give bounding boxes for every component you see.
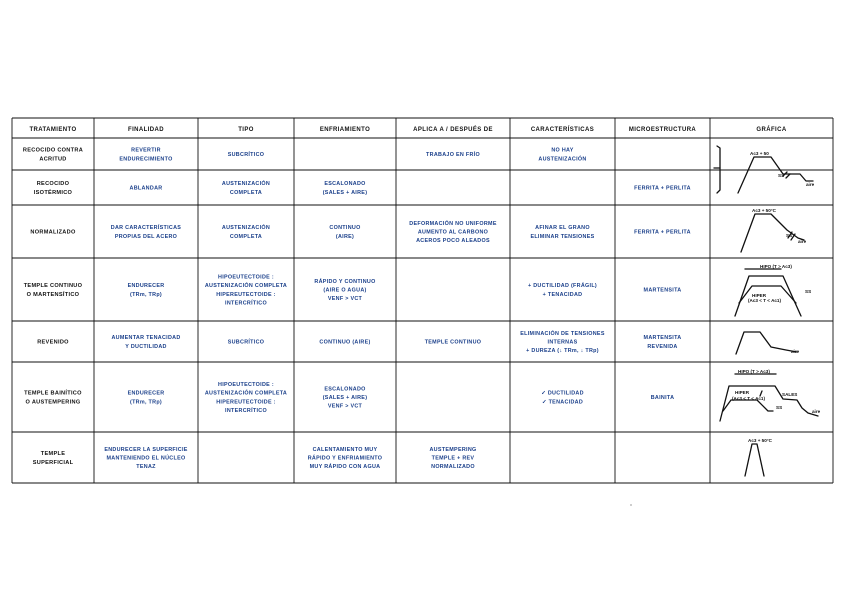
cell-aplica: DEFORMACIÓN NO UNIFORME <box>409 220 497 227</box>
cell-tipo: INTERCRÍTICO <box>225 300 267 307</box>
cell-caracteristicas: AFINAR EL GRANO <box>535 225 590 232</box>
cell-microestructura: FERRITA + PERLITA <box>634 185 691 192</box>
cell-tipo: SUBCRÍTICO <box>227 152 265 158</box>
cell-caracteristicas: INTERNAS <box>547 339 578 346</box>
table-grid <box>12 118 833 483</box>
graph-label: SS <box>805 289 812 294</box>
cell-aplica: TEMPLE CONTINUO <box>424 339 482 346</box>
cell-tratamiento: O MARTENSÍTICO <box>26 291 80 298</box>
cell-caracteristicas: ELIMINAR TENSIONES <box>530 233 595 240</box>
cell-caracteristicas: ✓ DUCTILIDAD <box>541 390 584 397</box>
cell-tipo: AUSTENIZACIÓN <box>221 181 271 188</box>
graph-label: (Ac3 < T < Ac1) <box>748 298 782 303</box>
header-cell: CARACTERÍSTICAS <box>530 127 595 133</box>
cell-enfriamiento: CALENTAMIENTO MUY <box>312 446 378 453</box>
cell-enfriamiento: VENF > VCT <box>327 403 363 410</box>
cell-enfriamiento: CONTINUO <box>329 225 361 232</box>
graph-label: HIPO (T > Ac3) <box>738 369 770 374</box>
graph-label: (Ac3 < T < Ac1) <box>732 396 766 401</box>
cell-finalidad: TENAZ <box>136 464 156 471</box>
cell-microestructura: FERRITA + PERLITA <box>634 229 691 236</box>
cell-finalidad: ENDURECER LA SUPERFICIE <box>104 446 188 453</box>
cell-microestructura: REVENIDA <box>647 343 678 350</box>
cell-enfriamiento: (AIRE O AGUA) <box>323 287 367 294</box>
cell-enfriamiento: RÁPIDO Y CONTINUO <box>314 278 376 285</box>
cell-tratamiento: RECOCIDO CONTRA <box>22 147 84 154</box>
cell-enfriamiento: CONTINUO (AIRE) <box>319 339 371 346</box>
cell-finalidad: Y DUCTILIDAD <box>125 343 167 350</box>
cell-caracteristicas: + DUCTILIDAD (FRÁGIL) <box>527 283 598 290</box>
cell-finalidad: PROPIAS DEL ACERO <box>114 233 178 240</box>
cell-tratamiento: TEMPLE <box>40 451 66 458</box>
cell-microestructura: MARTENSITA <box>643 335 682 342</box>
cell-tratamiento: NORMALIZADO <box>30 229 76 236</box>
graph-label: SS <box>786 233 793 238</box>
cell-finalidad: DAR CARACTERÍSTICAS <box>110 225 182 232</box>
cell-tratamiento: TEMPLE BAINÍTICO <box>24 390 82 397</box>
graph-label: HIPER <box>735 390 750 395</box>
cell-tratamiento: ACRITUD <box>39 156 67 163</box>
cell-aplica: AUSTEMPERING <box>429 446 477 453</box>
cell-aplica: AUMENTO AL CARBONO <box>417 229 489 236</box>
cell-tratamiento: REVENIDO <box>37 339 69 346</box>
stray-dot <box>630 504 631 505</box>
cell-enfriamiento: VENF > VCT <box>327 296 363 303</box>
cell-tipo: COMPLETA <box>229 233 263 240</box>
cell-tratamiento: SUPERFICIAL <box>32 459 74 466</box>
cell-tipo: SUBCRÍTICO <box>227 339 265 346</box>
header-cell: MICROESTRUCTURA <box>628 127 697 133</box>
graph-label: Ac3 + 50°C <box>748 438 772 443</box>
cell-finalidad: AUMENTAR TENACIDAD <box>111 335 181 342</box>
graph-label: aire <box>806 182 815 187</box>
cell-finalidad: (TRm, TRp) <box>129 291 163 298</box>
cell-caracteristicas: AUSTENIZACIÓN <box>538 156 587 163</box>
header-cell: GRÁFICA <box>756 127 787 133</box>
cell-enfriamiento: (SALES + AIRE) <box>322 395 368 401</box>
cell-tipo: HIPEREUTECTOIDE : <box>216 399 276 406</box>
graph-label: aire <box>812 409 821 414</box>
graph-curve <box>717 146 720 193</box>
cell-tratamiento: O AUSTEMPERING <box>25 399 81 406</box>
graph-label: HIPER <box>752 293 767 298</box>
cell-finalidad: MANTENIENDO EL NÚCLEO <box>106 455 186 462</box>
graph-label: Ac3 + 50°C <box>752 208 776 213</box>
cell-tipo: HIPEREUTECTOIDE : <box>216 291 276 298</box>
cell-aplica: ACEROS POCO ALEADOS <box>416 238 490 245</box>
cell-caracteristicas: + DUREZA (↓ TRm, ↓ TRp) <box>526 348 599 355</box>
cell-caracteristicas: NO HAY <box>551 147 574 154</box>
cell-enfriamiento: RÁPIDO Y ENFRIAMIENTO <box>307 455 383 462</box>
cell-aplica: NORMALIZADO <box>431 464 475 471</box>
cell-finalidad: ENDURECER <box>127 283 165 290</box>
cell-caracteristicas: ELIMINACIÓN DE TENSIONES <box>520 330 605 337</box>
table-text <box>23 125 787 470</box>
cell-tipo: INTERCRÍTICO <box>225 407 267 414</box>
cell-tipo: COMPLETA <box>229 189 263 196</box>
cell-microestructura: BAINITA <box>650 395 675 401</box>
graph-label: SS <box>776 405 783 410</box>
graph-curve <box>745 444 764 476</box>
cell-finalidad: REVERTIR <box>131 147 161 154</box>
cell-finalidad: (TRm, TRp) <box>129 399 163 406</box>
cell-aplica: TRABAJO EN FRÍO <box>426 152 480 158</box>
graph-label: SALES <box>782 392 798 397</box>
cell-caracteristicas: ✓ TENACIDAD <box>541 399 584 406</box>
graph-curve <box>738 157 813 193</box>
graph-label: aire <box>798 239 807 244</box>
cell-aplica: TEMPLE + REV <box>431 455 475 462</box>
cell-microestructura: MARTENSITA <box>643 287 682 294</box>
header-cell: FINALIDAD <box>128 127 164 133</box>
header-cell: TIPO <box>238 127 254 133</box>
cell-tratamiento: ISOTÉRMICO <box>33 189 73 196</box>
graph-label: Ac3 + 50 <box>750 151 769 156</box>
cell-enfriamiento: (SALES + AIRE) <box>322 189 368 196</box>
graph-curve <box>723 400 773 411</box>
cell-tipo: HIPOEUTECTOIDE : <box>218 382 274 389</box>
cell-tipo: AUSTENIZACIÓN COMPLETA <box>204 283 288 290</box>
cell-tipo: AUSTENIZACIÓN <box>221 225 271 232</box>
graph-label: HIPO (T > Ac3) <box>760 264 792 269</box>
cell-tipo: AUSTENIZACIÓN COMPLETA <box>204 390 288 397</box>
cell-tipo: HIPOEUTECTOIDE : <box>218 274 274 281</box>
cell-caracteristicas: + TENACIDAD <box>542 291 583 298</box>
cell-finalidad: ENDURECER <box>127 390 165 397</box>
cell-enfriamiento: ESCALONADO <box>324 386 366 393</box>
cell-enfriamiento: MUY RÁPIDO CON AGUA <box>309 464 381 471</box>
cell-enfriamiento: ESCALONADO <box>324 181 366 188</box>
cell-tratamiento: RECOCIDO <box>36 181 70 188</box>
graph-curve <box>741 214 804 252</box>
cell-finalidad: ABLANDAR <box>129 185 163 192</box>
graph-label: SS <box>778 173 785 178</box>
header-cell: TRATAMIENTO <box>29 127 77 133</box>
graph-curve <box>736 332 797 354</box>
cell-tratamiento: TEMPLE CONTINUO <box>23 283 83 290</box>
header-cell: APLICA A / DESPUÉS DE <box>413 127 493 133</box>
cell-enfriamiento: (AIRE) <box>335 233 355 240</box>
cell-finalidad: ENDURECIMIENTO <box>119 156 173 163</box>
graphs <box>714 146 821 476</box>
header-cell: ENFRIAMIENTO <box>319 127 371 133</box>
graph-label: aire <box>791 349 800 354</box>
